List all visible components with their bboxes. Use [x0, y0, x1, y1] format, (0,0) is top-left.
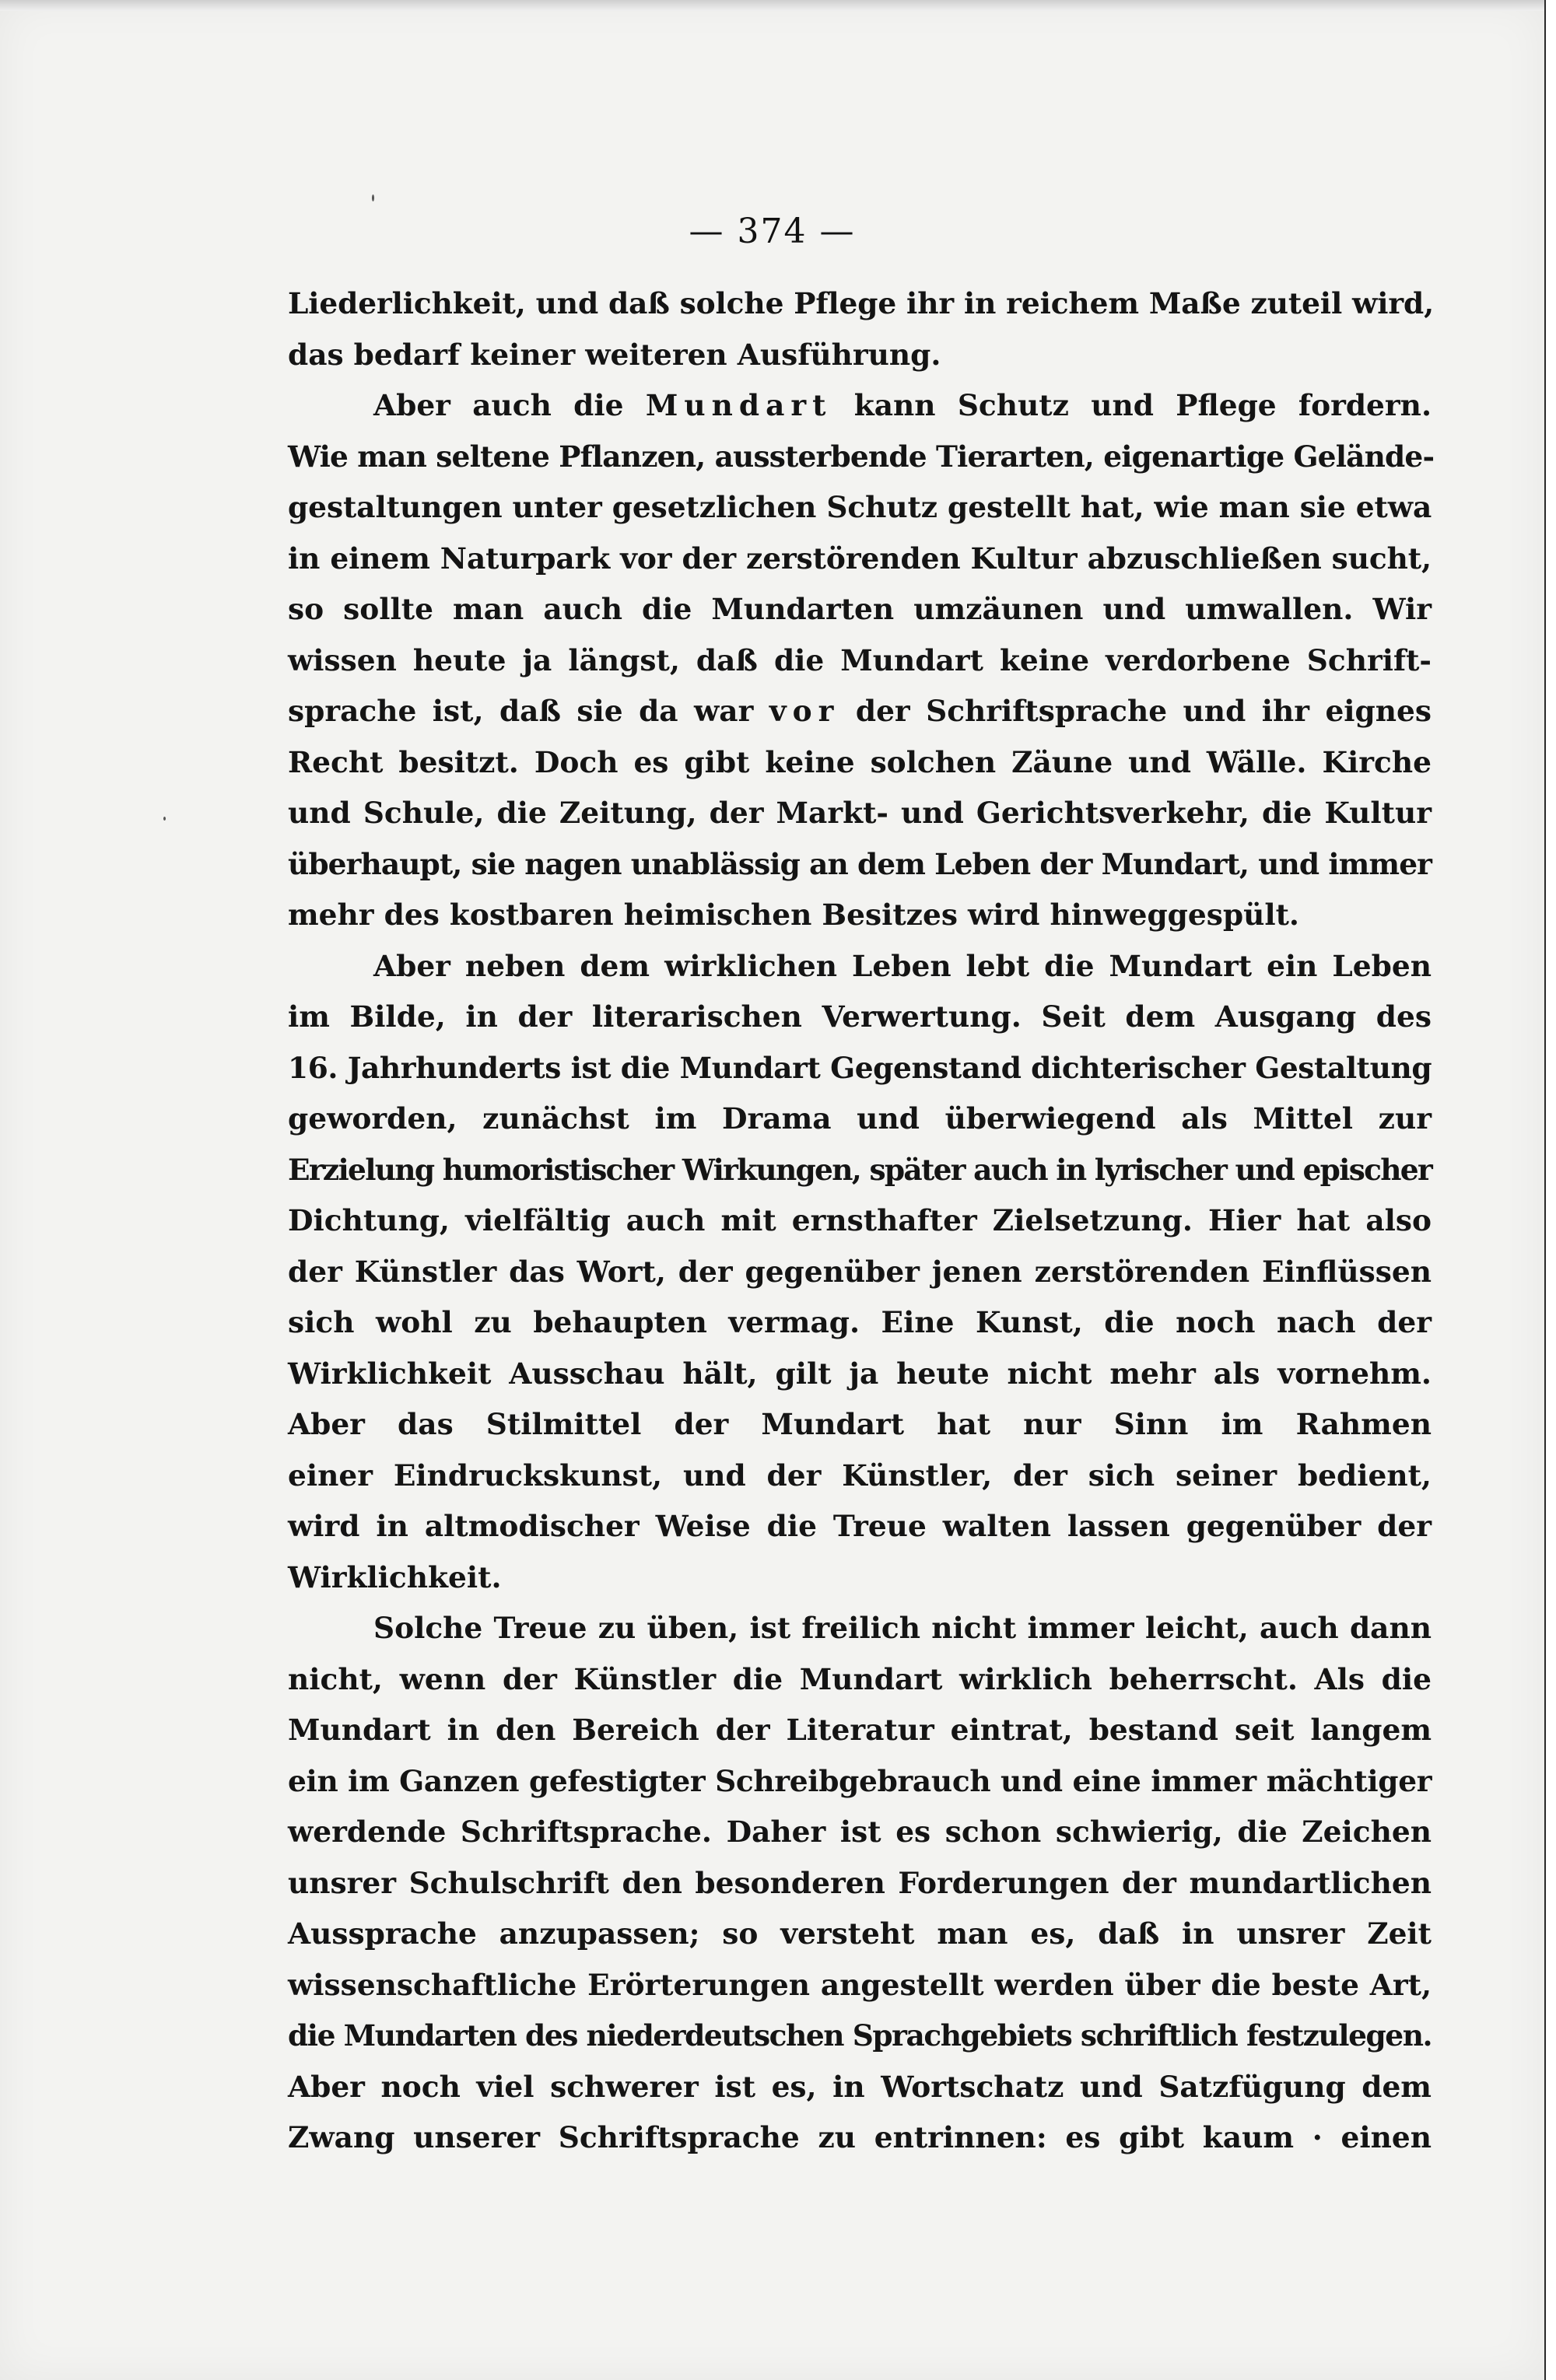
- text-line: Aber neben dem wirklichen Leben lebt die Mundart ein Leben: [373, 948, 1432, 983]
- text-line: und Schule, die Zeitung, der Markt- und Gerichtsverkehr, die Kultur: [288, 796, 1432, 830]
- text-line: [288, 686, 1432, 737]
- text-line: sich wohl zu behaupten vermag. Eine Kunst, die noch nach der: [288, 1305, 1432, 1339]
- text-line: wird in altmodischer Weise die Treue walten lassen gegenüber der: [288, 1509, 1432, 1543]
- text-line: Aber das Stilmittel der Mundart hat nur Sinn im Rahmen: [288, 1407, 1432, 1441]
- text-line: wissenschaftliche Erörterungen angestellt werden über die beste Art,: [288, 1967, 1432, 2002]
- text-line: Aussprache anzupassen; so versteht man es, daß in unsrer Zeit: [288, 1916, 1432, 1951]
- text-line: unsrer Schulschrift den besonderen Forderungen der mundartlichen: [288, 1865, 1432, 1900]
- text-line: die Mundarten des niederdeutschen Sprachgebiets schriftlich festzulegen.: [288, 2018, 1432, 2053]
- body-text: [288, 278, 1435, 2164]
- text-line: geworden, zunächst im Drama und überwiegend als Mittel zur: [288, 1101, 1432, 1136]
- text-segment: der Schriftsprache und ihr eignes: [855, 694, 1432, 728]
- emphasized-word: Mundart: [645, 388, 832, 422]
- text-line: 16. Jahrhunderts ist die Mundart Gegenstand dichterischer Gestaltung: [288, 1050, 1432, 1085]
- text-line: so sollte man auch die Mundarten umzäunen und umwallen. Wir: [288, 592, 1432, 626]
- text-line: Wirklichkeit Ausschau hält, gilt ja heute nicht mehr als vornehm.: [288, 1356, 1432, 1391]
- scan-speck: [372, 194, 374, 201]
- text-line: Zwang unserer Schriftsprache zu entrinnen: es gibt kaum · einen: [288, 2120, 1432, 2154]
- text-line: im Bilde, in der literarischen Verwertung. Seit dem Ausgang des: [288, 999, 1432, 1034]
- text-line: Wirklichkeit.: [288, 1559, 502, 1594]
- scan-top-edge: [0, 0, 1544, 11]
- text-line: einer Eindruckskunst, und der Künstler, der sich seiner bedient,: [288, 1458, 1432, 1493]
- text-line: Solche Treue zu üben, ist freilich nicht immer leicht, auch dann: [373, 1611, 1432, 1645]
- text-line: in einem Naturpark vor der zerstörenden Kultur abzuschließen sucht,: [288, 541, 1432, 576]
- text-line: das bedarf keiner weiteren Ausführung.: [288, 337, 941, 372]
- emphasized-word: vor: [769, 694, 840, 728]
- text-line: nicht, wenn der Künstler die Mundart wirklich beherrscht. Als die: [288, 1661, 1432, 1696]
- text-line: ein im Ganzen gefestigter Schreibgebrauch und eine immer mächtiger: [288, 1763, 1432, 1798]
- text-line: Dichtung, vielfältig auch mit ernsthafter Zielsetzung. Hier hat also: [288, 1203, 1432, 1237]
- text-line: Wie man seltene Pflanzen, aussterbende Tierarten, eigenartige Gelände-: [288, 439, 1435, 474]
- text-line: mehr des kostbaren heimischen Besitzes wird hinweggespült.: [288, 898, 1299, 932]
- scan-speck: [163, 817, 166, 821]
- text-segment: kann Schutz und Pflege fordern.: [853, 388, 1432, 422]
- page-number: — 374 —: [689, 212, 856, 251]
- text-line: Erzielung humoristischer Wirkungen, später auch in lyrischer und epischer: [288, 1152, 1432, 1187]
- text-line: der Künstler das Wort, der gegenüber jenen zerstörenden Einflüssen: [288, 1254, 1432, 1289]
- text-line: Recht besitzt. Doch es gibt keine solchen Zäune und Wälle. Kirche: [288, 744, 1432, 779]
- text-segment: sprache ist, daß sie da war: [288, 694, 754, 728]
- text-line: Mundart in den Bereich der Literatur eintrat, bestand seit langem: [288, 1713, 1432, 1747]
- text-segment: Aber auch die: [373, 388, 624, 422]
- text-line: wissen heute ja längst, daß die Mundart keine verdorbene Schrift-: [288, 642, 1432, 677]
- text-line: Aber noch viel schwerer ist es, in Wortschatz und Satzfügung dem: [288, 2069, 1432, 2104]
- text-line: Liederlichkeit, und daß solche Pflege ihr in reichem Maße zuteil wird,: [288, 286, 1435, 320]
- text-line: werdende Schriftsprache. Daher ist es schon schwierig, die Zeichen: [288, 1815, 1432, 1849]
- text-line: gestaltungen unter gesetzlichen Schutz gestellt hat, wie man sie etwa: [288, 490, 1432, 524]
- text-line: [288, 380, 1432, 432]
- text-line: überhaupt, sie nagen unablässig an dem Leben der Mundart, und immer: [288, 846, 1432, 881]
